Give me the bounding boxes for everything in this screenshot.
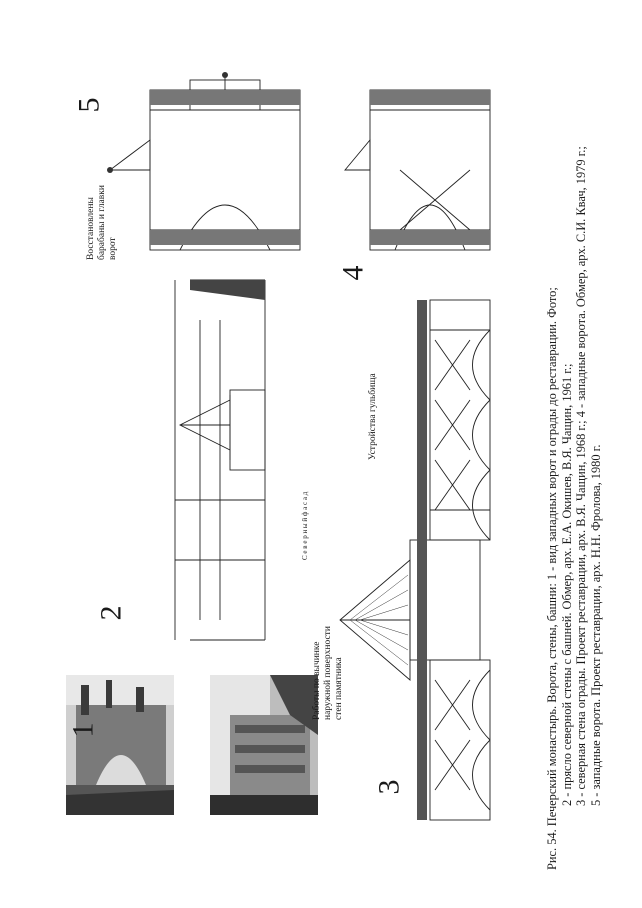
figure-number-2: 2	[94, 605, 128, 621]
figure-number-4: 4	[336, 265, 370, 281]
caption-line-3: 3 - северная стена ограды. Проект реставрации, арх. В.Я. Чащин, 1968 г.; 4 - западные ворота. Обмер, арх. С.И. Квач, 1979 г.;	[574, 146, 588, 806]
caption-line-1: Рис. 54. Печерский монастырь. Ворота, стены, башни: 1 - вид западных ворот и ограды до реставрации. Фото;	[544, 287, 559, 870]
photo-gate-before-restoration	[66, 675, 174, 815]
caption-line-2: 2 - прясло северной стены с башней. Обмер, арх. Е.А. Окишев, В.Я. Чащин, 1961 г.;	[559, 363, 574, 806]
photo-wall-works	[210, 675, 318, 815]
drawing-north-wall-project	[320, 290, 500, 830]
drawing-west-gate-project	[90, 70, 310, 260]
gulbishche-label: Устройства гульбища	[368, 373, 378, 460]
facade-label: С е в е р н ы й ф а с а д	[301, 491, 309, 560]
work-note: Работы по вычинке наружной поверхности стен памятника	[312, 626, 344, 720]
figure-number-5: 5	[72, 97, 106, 113]
drawing-west-gate-survey	[340, 70, 500, 260]
figure-number-1: 1	[66, 722, 100, 738]
restoration-note: Восстановлены барабаны и главки ворот	[86, 185, 118, 260]
drawing-north-wall-span	[160, 260, 280, 660]
figure-number-3: 3	[372, 779, 406, 795]
caption-line-4: 5 - западные ворота. Проект реставрации, арх. Н.Н. Фролова, 1980 г.	[588, 444, 603, 806]
figure-caption	[504, 60, 642, 880]
